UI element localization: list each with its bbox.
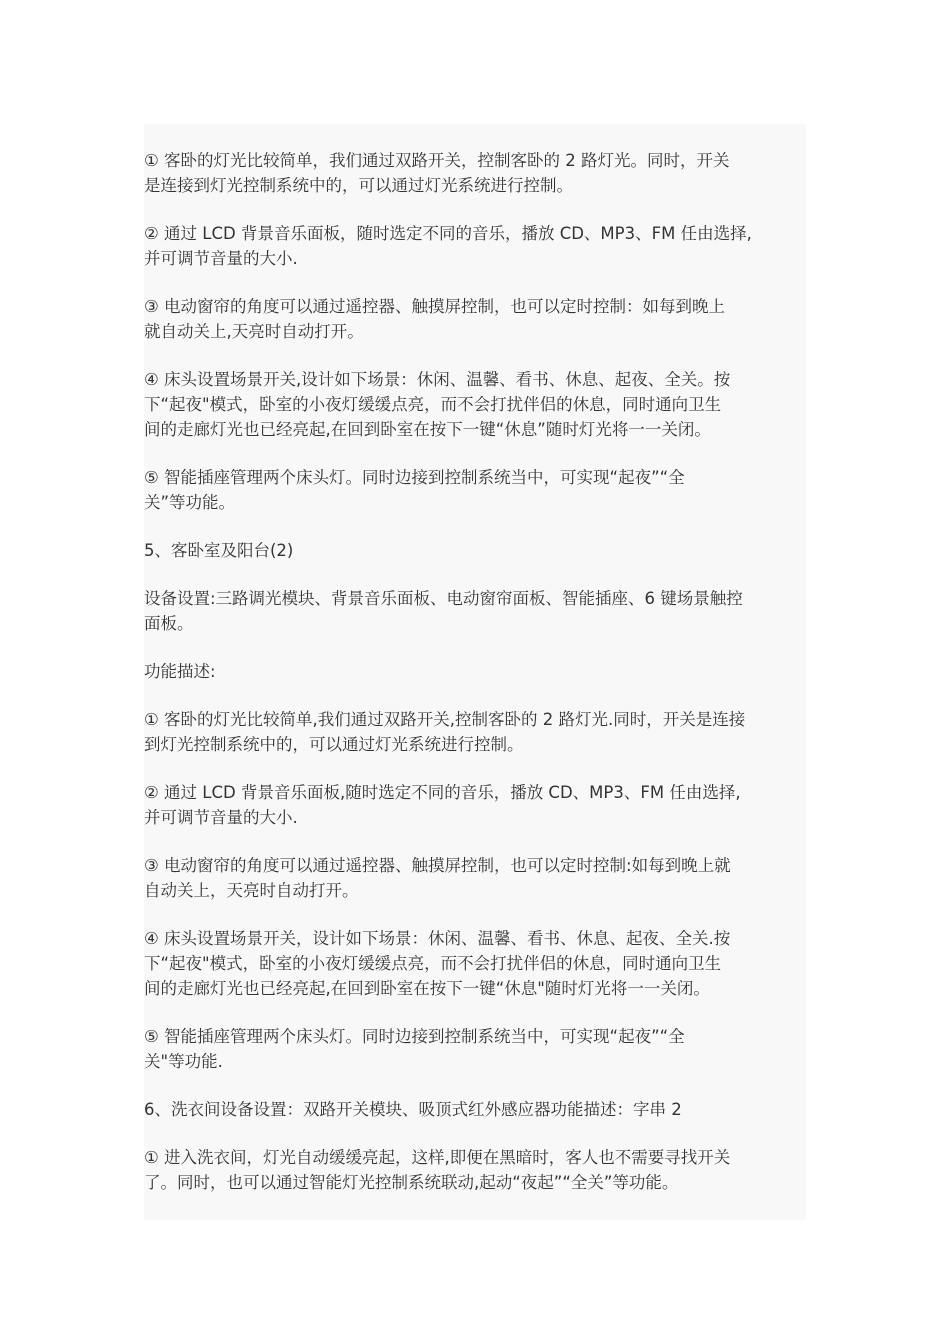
text-line: 并可调节音量的大小. [144,808,298,827]
text-line: ② 通过 LCD 背景音乐面板,随时选定不同的音乐，播放 CD、MP3、FM 任由选择, [144,783,741,802]
paragraph [144,586,806,636]
paragraph [144,780,806,830]
text-line: 关"等功能. [144,1052,223,1071]
text-line: ④ 床头设置场景开关，设计如下场景：休闲、温馨、看书、休息、起夜、全关.按 [144,929,731,948]
text-line: ③ 电动窗帘的角度可以通过遥控器、触摸屏控制，也可以定时控制:如每到晚上就 [144,856,731,875]
section-heading [144,538,806,563]
text-line: 间的走廊灯光也已经亮起,在回到卧室在按下一键“休息"随时灯光将一一关闭。 [144,979,710,998]
text-line: 并可调节音量的大小. [144,249,298,268]
text-line: ① 客卧的灯光比较简单,我们通过双路开关,控制客卧的 2 路灯光.同时，开关是连接 [144,710,746,729]
text-line: 到灯光控制系统中的，可以通过灯光系统进行控制。 [144,735,524,754]
text-line: ① 进入洗衣间，灯光自动缓缓亮起，这样,即便在黑暗时，客人也不需要寻找开关 [144,1148,731,1167]
text-line: 关”等功能。 [144,493,236,512]
paragraph [144,659,806,684]
document-body [144,124,806,1220]
text-line: 6、洗衣间设备设置：双路开关模块、吸顶式红外感应器功能描述：字串 2 [144,1100,682,1119]
text-line: ① 客卧的灯光比较简单，我们通过双路开关，控制客卧的 2 路灯光。同时，开关 [144,151,730,170]
text-line: 下“起夜"模式，卧室的小夜灯缓缓点亮，而不会打扰伴侣的休息，同时通向卫生 [144,954,722,973]
section-heading [144,1097,806,1122]
text-line: 间的走廊灯光也已经亮起,在回到卧室在按下一键“休息”随时灯光将一一关闭。 [144,420,711,439]
paragraph [144,148,806,198]
text-line: ⑤ 智能插座管理两个床头灯。同时边接到控制系统当中，可实现“起夜”“全 [144,468,685,487]
text-line: 设备设置:三路调光模块、背景音乐面板、电动窗帘面板、智能插座、6 键场景触控 [144,589,743,608]
paragraph [144,926,806,1001]
paragraph [144,1024,806,1074]
paragraph [144,1145,806,1195]
text-line: ④ 床头设置场景开关,设计如下场景：休闲、温馨、看书、休息、起夜、全关。按 [144,370,731,389]
text-line: 面板。 [144,614,194,633]
paragraph [144,707,806,757]
text-line: 功能描述: [144,662,216,681]
paragraph [144,465,806,515]
text-line: 就自动关上,天亮时自动打开。 [144,322,364,341]
text-line: ③ 电动窗帘的角度可以通过遥控器、触摸屏控制，也可以定时控制：如每到晚上 [144,297,726,316]
paragraph [144,221,806,271]
text-line: ⑤ 智能插座管理两个床头灯。同时边接到控制系统当中，可实现“起夜”“全 [144,1027,685,1046]
paragraph [144,367,806,442]
paragraph [144,294,806,344]
text-line: 自动关上，天亮时自动打开。 [144,881,359,900]
paragraph [144,853,806,903]
text-line: 了。同时，也可以通过智能灯光控制系统联动,起动“夜起”“全关”等功能。 [144,1173,679,1192]
text-line: 5、客卧室及阳台(2) [144,541,294,560]
text-line: 下“起夜"模式，卧室的小夜灯缓缓点亮，而不会打扰伴侣的休息，同时通向卫生 [144,395,722,414]
text-line: 是连接到灯光控制系统中的，可以通过灯光系统进行控制。 [144,176,573,195]
text-line: ② 通过 LCD 背景音乐面板，随时选定不同的音乐，播放 CD、MP3、FM 任由选择, [144,224,752,243]
